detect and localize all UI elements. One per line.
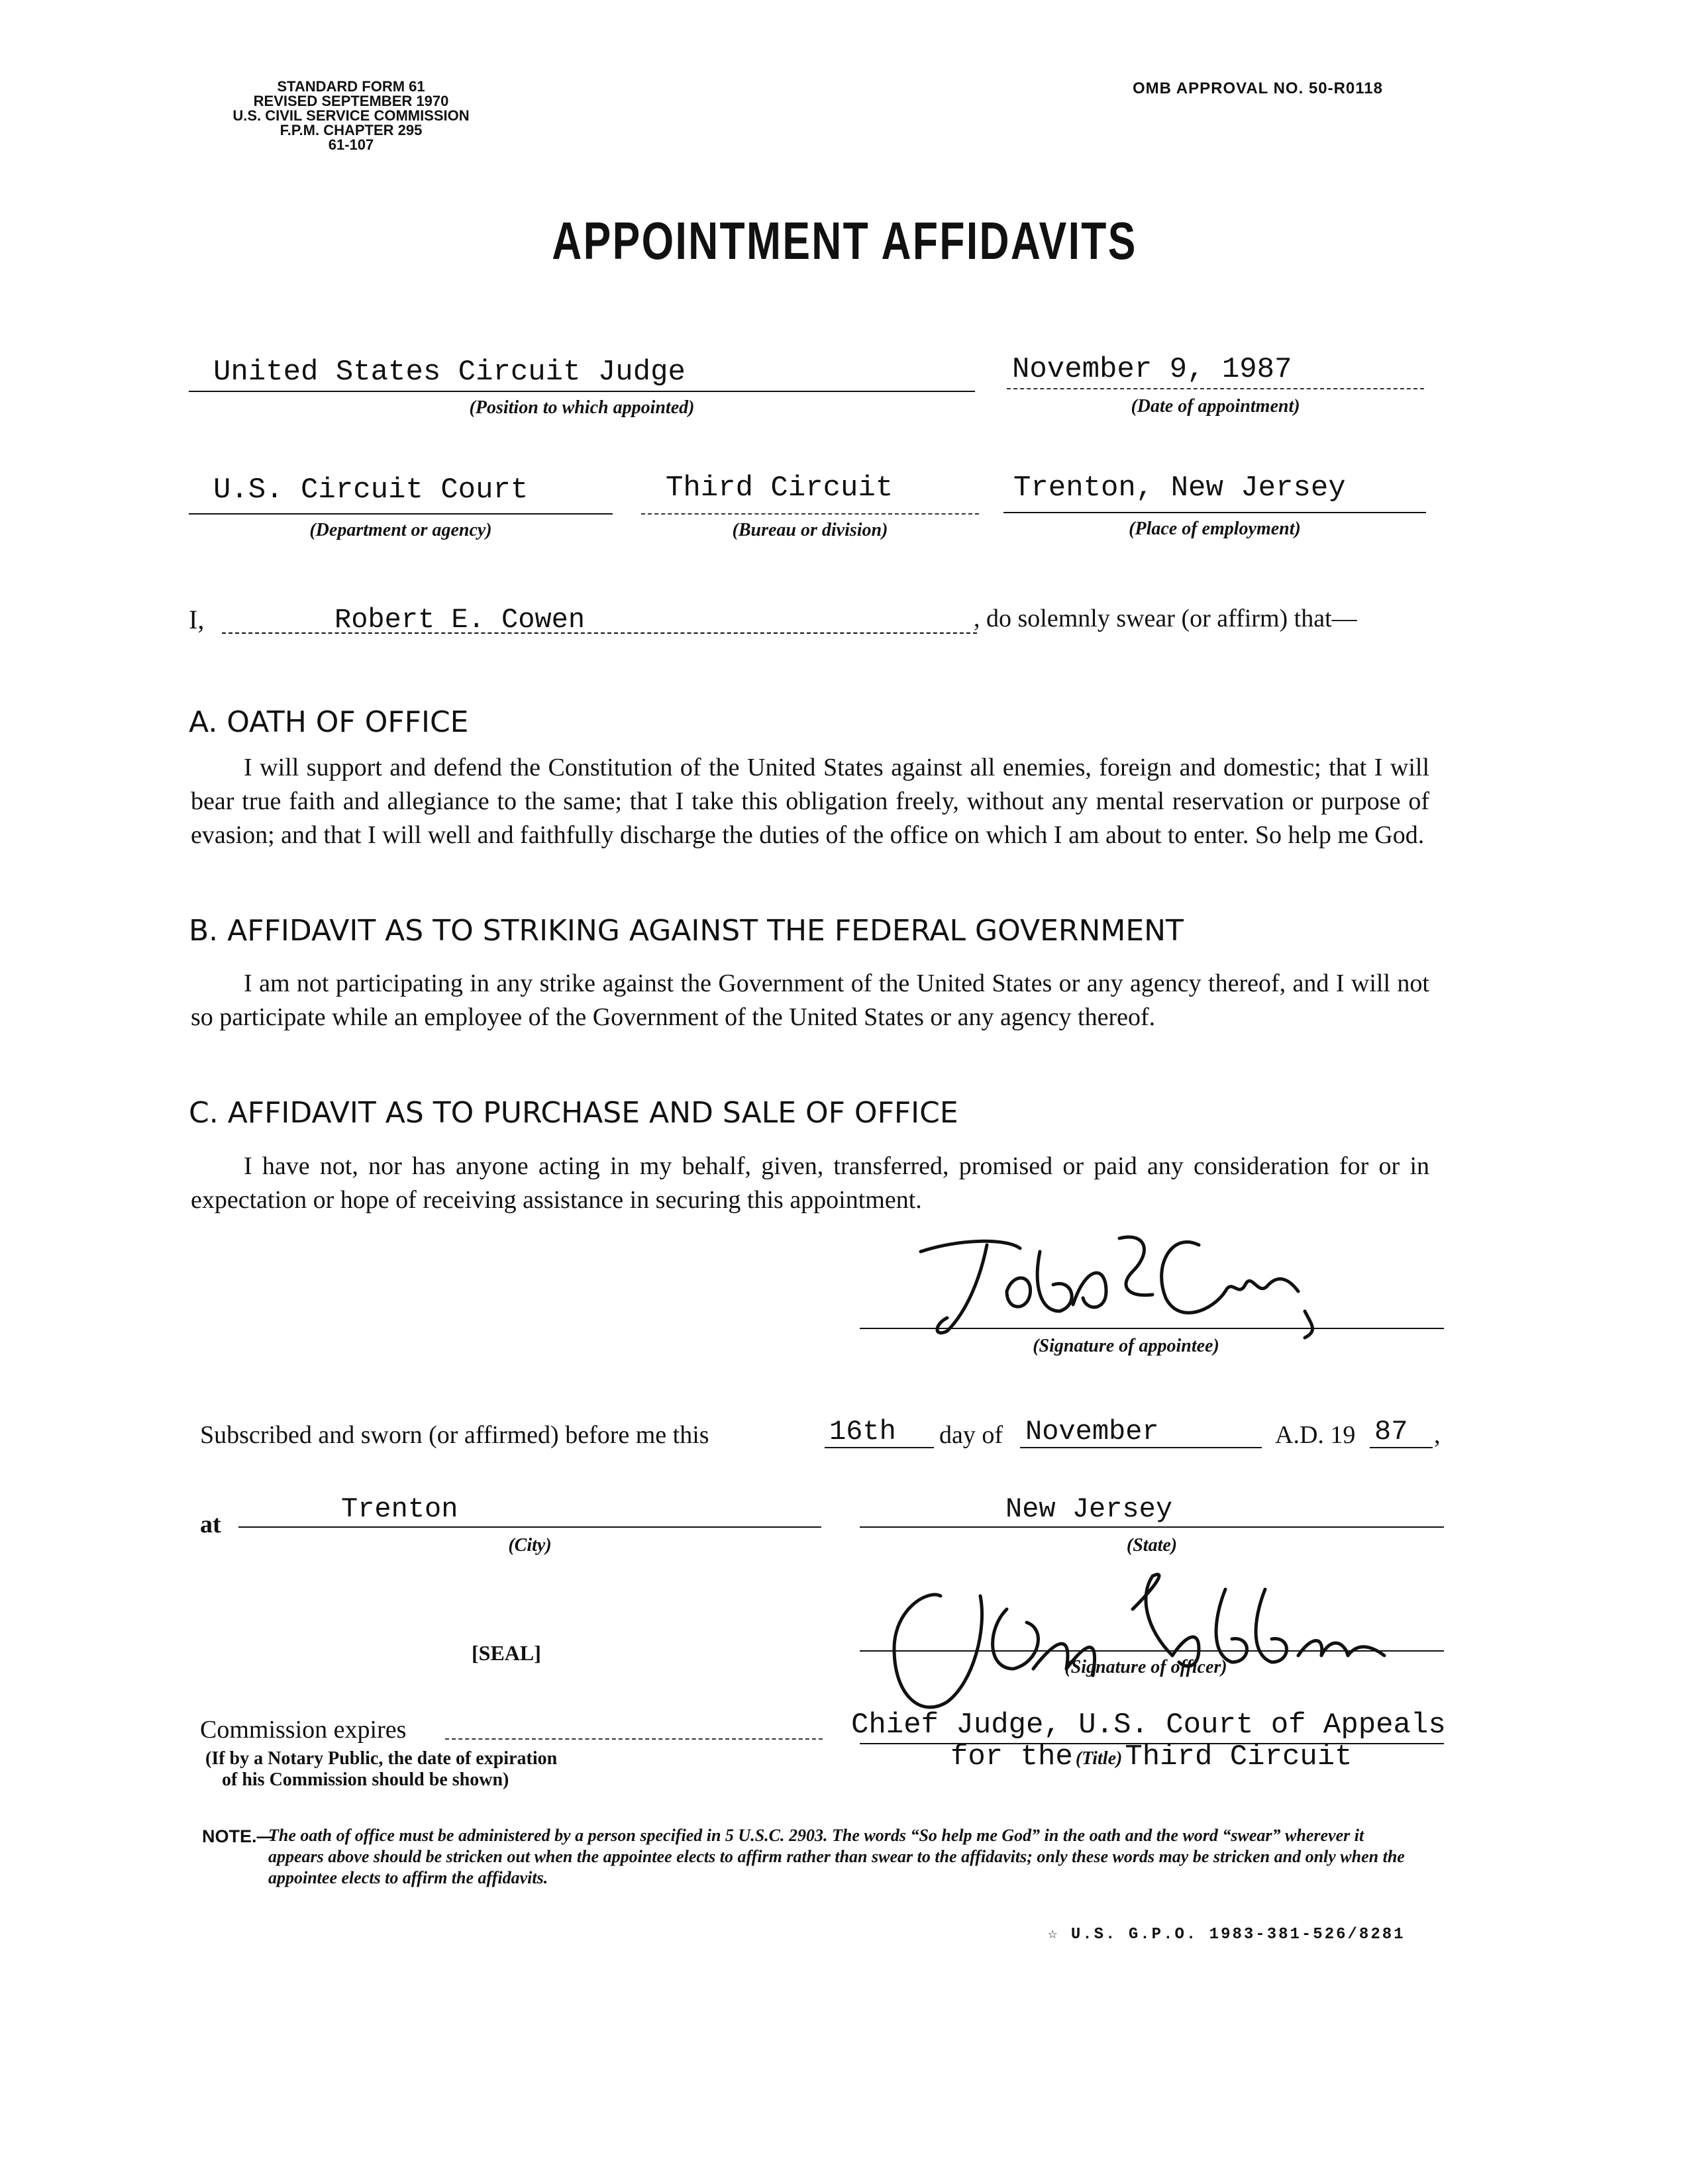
commission-note-2: of his Commission should be shown) bbox=[222, 1769, 509, 1790]
position-caption: (Position to which appointed) bbox=[469, 397, 695, 418]
officer-title-post: Third Circuit bbox=[1125, 1740, 1353, 1773]
subscribed-day: 16th bbox=[829, 1416, 896, 1448]
state-value: New Jersey bbox=[1005, 1493, 1173, 1525]
place-caption: (Place of employment) bbox=[1129, 519, 1301, 539]
department-value: U.S. Circuit Court bbox=[213, 473, 529, 507]
form-line-1: STANDARD FORM 61 bbox=[277, 78, 425, 95]
subscribed-month-line bbox=[1020, 1447, 1262, 1448]
seal-label: [SEAL] bbox=[472, 1641, 541, 1665]
state-line bbox=[860, 1526, 1444, 1528]
section-b-paragraph: I am not participating in any strike against the Government of the United States or any agency thereof, and I will not so participate while an employee of the Government of the United States or any agency thereof. bbox=[191, 969, 1429, 1031]
form-line-3: U.S. CIVIL SERVICE COMMISSION bbox=[232, 107, 470, 124]
appointee-signature-line bbox=[860, 1328, 1444, 1329]
section-a-heading: A. OATH OF OFFICE bbox=[189, 705, 469, 739]
note-body: The oath of office must be administered by a person specified in 5 U.S.C. 2903. The words “So help me God” in the oath and the word “swear” wherever it appears above should be stricken out when the appointee elects to affirm rather than swear to the affidavits; only these words may be stricken and only when the appointee elects to affirm the affidavits. bbox=[268, 1826, 1405, 1887]
at-label: at bbox=[200, 1511, 221, 1538]
subscribed-end: , bbox=[1434, 1421, 1441, 1449]
bureau-line bbox=[641, 513, 979, 515]
section-c-heading: C. AFFIDAVIT AS TO PURCHASE AND SALE OF OFFICE bbox=[189, 1096, 958, 1130]
section-a-paragraph: I will support and defend the Constitution of the United States against all enemies, foreign and domestic; that I will bear true faith and allegiance to the same; that I take this obligation freely, without any mental reservation or purpose of evasion; and that I will well and faithfully discharge the duties of the office on which I am about to enter. So help me God. bbox=[191, 754, 1429, 849]
officer-title-caption: (Title) bbox=[1075, 1748, 1123, 1769]
officer-signature-caption: (Signature of officer) bbox=[1064, 1657, 1227, 1677]
omb-approval: OMB APPROVAL NO. 50-R0118 bbox=[1133, 79, 1383, 97]
swear-prefix: I, bbox=[189, 605, 205, 634]
subscribed-month: November bbox=[1025, 1416, 1159, 1448]
subscribed-day-of: day of bbox=[939, 1421, 1003, 1449]
officer-signature-line bbox=[860, 1650, 1444, 1652]
bureau-value: Third Circuit bbox=[666, 472, 894, 505]
section-a-text bbox=[191, 751, 1429, 852]
bureau-caption: (Bureau or division) bbox=[732, 520, 888, 540]
department-caption: (Department or agency) bbox=[309, 520, 492, 540]
commission-line bbox=[445, 1738, 823, 1740]
note-label: NOTE.— bbox=[202, 1826, 275, 1846]
note-text bbox=[268, 1825, 1414, 1889]
appointee-name-line bbox=[222, 632, 977, 634]
commission-label: Commission expires bbox=[200, 1716, 407, 1744]
section-c-text bbox=[191, 1150, 1429, 1217]
section-b-heading: B. AFFIDAVIT AS TO STRIKING AGAINST THE FEDERAL GOVERNMENT bbox=[189, 914, 1184, 948]
city-caption: (City) bbox=[508, 1535, 552, 1556]
date-of-appointment-caption: (Date of appointment) bbox=[1131, 396, 1300, 417]
place-value: Trenton, New Jersey bbox=[1013, 472, 1346, 505]
swear-suffix: , do solemnly swear (or affirm) that— bbox=[974, 605, 1357, 632]
officer-title-line1: Chief Judge, U.S. Court of Appeals bbox=[851, 1709, 1446, 1742]
form-line-2: REVISED SEPTEMBER 1970 bbox=[253, 93, 449, 109]
section-c-paragraph: I have not, nor has anyone acting in my behalf, given, transferred, promised or paid any consideration for or in expectation or hope of receiving assistance in securing this appointment. bbox=[191, 1152, 1429, 1214]
date-of-appointment-value: November 9, 1987 bbox=[1012, 353, 1292, 386]
position-value: United States Circuit Judge bbox=[213, 356, 686, 389]
subscribed-year: 87 bbox=[1374, 1416, 1408, 1448]
place-line bbox=[1003, 512, 1426, 513]
subscribed-year-line bbox=[1370, 1447, 1433, 1448]
form-line-5: 61-107 bbox=[328, 136, 374, 153]
officer-signature bbox=[854, 1569, 1398, 1722]
page-title: APPOINTMENT AFFIDAVITS bbox=[552, 211, 1137, 270]
appointee-name: Robert E. Cowen bbox=[334, 604, 586, 636]
form-identifier bbox=[179, 79, 523, 152]
city-value: Trenton bbox=[341, 1493, 458, 1525]
subscribed-prefix: Subscribed and sworn (or affirmed) before me this bbox=[200, 1421, 709, 1449]
subscribed-day-line bbox=[825, 1447, 934, 1448]
officer-title-line2 bbox=[950, 1740, 1353, 1773]
commission-note-1: (If by a Notary Public, the date of expiration bbox=[205, 1748, 558, 1769]
appointee-signature bbox=[907, 1212, 1318, 1344]
appointee-signature-caption: (Signature of appointee) bbox=[1033, 1336, 1219, 1356]
gpo-imprint: ☆ U.S. G.P.O. 1983-381-526/8281 bbox=[1048, 1926, 1406, 1944]
officer-title-pre: for the bbox=[950, 1740, 1073, 1773]
position-line bbox=[189, 391, 975, 392]
state-caption: (State) bbox=[1126, 1535, 1178, 1556]
section-b-text bbox=[191, 967, 1429, 1034]
department-line bbox=[189, 513, 613, 515]
date-of-appointment-line bbox=[1007, 388, 1424, 389]
subscribed-ad: A.D. 19 bbox=[1275, 1421, 1356, 1449]
form-line-4: F.P.M. CHAPTER 295 bbox=[280, 122, 423, 138]
city-line bbox=[238, 1526, 821, 1528]
